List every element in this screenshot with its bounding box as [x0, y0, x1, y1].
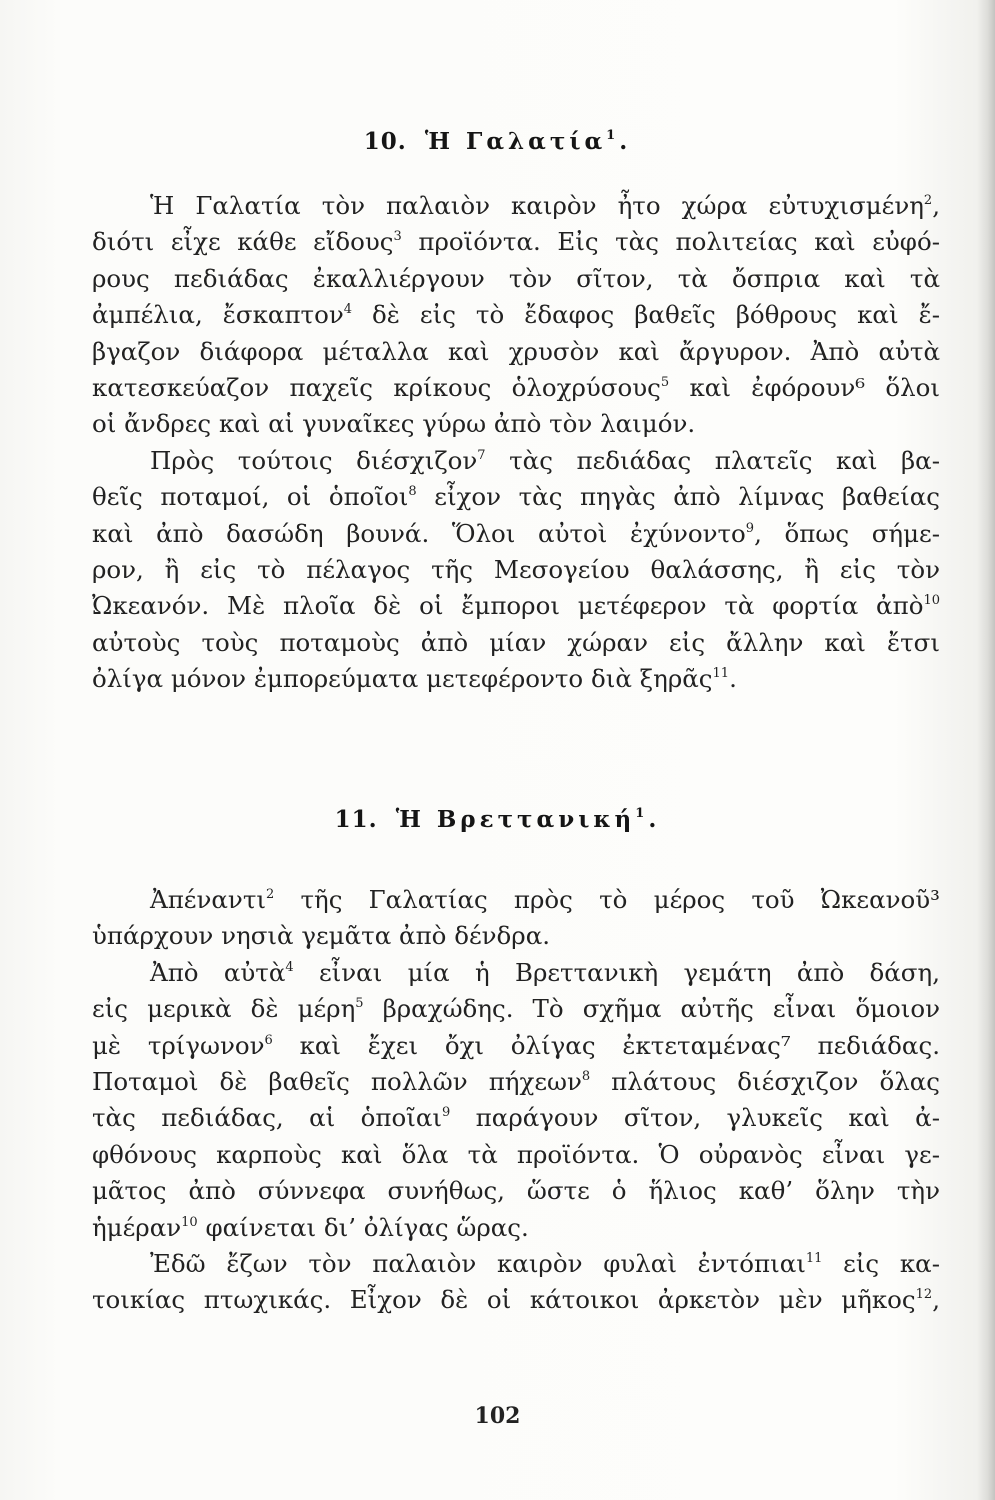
- text-line: [92, 1282, 940, 1318]
- footnote-marker: 11: [712, 666, 730, 682]
- text-run: μᾶτος ἀπὸ σύννεφα συνήθως, ὥστε ὁ ἥλιος καθ’ ὅλην τὴν: [92, 1176, 940, 1206]
- text-run: Ὠκεανόν. Μὲ πλοῖα δὲ οἱ ἔμποροι μετέφερον τὰ φορτία ἀπὸ: [92, 591, 924, 621]
- text-run: τὰς πεδιάδας, αἱ ὁποῖαι: [92, 1103, 442, 1133]
- section-title: Ἡ Γαλατία: [424, 128, 607, 155]
- text-run: βραχώδης. Τὸ σχῆμα αὐτῆς εἶναι ὅμοιον: [363, 994, 940, 1024]
- text-line: [92, 661, 940, 697]
- text-run: Ἀπὸ αὐτὰ: [150, 957, 286, 987]
- text-line: [92, 918, 940, 954]
- text-line: [92, 370, 940, 406]
- text-run: ρους πεδιάδας ἐκαλλιέργουν τὸν σῖτον, τὰ ὄσπρια καὶ τὰ: [92, 263, 940, 293]
- text-run: τὰς πεδιάδας πλατεῖς καὶ βα-: [485, 445, 940, 475]
- footnote-marker: 10: [923, 593, 940, 609]
- text-run: Πρὸς τούτοις διέσχιζον: [150, 445, 478, 475]
- text-run: ὑπάρχουν νησιὰ γεμᾶτα ἀπὸ δένδρα.: [92, 921, 551, 951]
- text-line: [92, 552, 940, 588]
- text-line: [92, 1210, 940, 1246]
- footnote-marker: 2: [265, 887, 275, 902]
- text-line: [92, 443, 940, 479]
- text-run: ἡμέραν: [92, 1212, 182, 1242]
- section-heading-galatia: 10. Ἡ Γαλατία$^1$.: [363, 128, 632, 155]
- section-number: 11.: [334, 806, 378, 833]
- footnote-marker: 5: [660, 374, 670, 390]
- text-line: [92, 1137, 940, 1173]
- footnote-marker: 10: [181, 1214, 198, 1230]
- text-line: [92, 406, 940, 442]
- footnote-marker: 8: [581, 1068, 591, 1084]
- footnote-marker: 3: [393, 229, 402, 245]
- text-run: ἀμπέλια, ἔσκαπτον: [92, 300, 344, 330]
- footnote-marker: 2: [923, 193, 933, 208]
- footnote-marker: 4: [285, 959, 294, 975]
- section-number: 10.: [363, 128, 407, 155]
- text-run: τοικίας πτωχικάς. Εἶχον δὲ οἱ κάτοικοι ἀρκετὸν μὲν μῆκος: [92, 1285, 916, 1315]
- text-run: ,: [932, 1285, 940, 1315]
- text-line: [92, 479, 940, 515]
- footnote-marker: 4: [343, 302, 353, 318]
- footnote-marker: 9: [745, 520, 755, 536]
- footnote-marker: 11: [805, 1250, 823, 1266]
- text-run: πλάτους διέσχιζον ὅλας: [590, 1066, 940, 1096]
- text-run: φθόνους καρποὺς καὶ ὅλα τὰ προϊόντα. Ὁ οὐρανὸς εἶναι γε-: [92, 1139, 940, 1169]
- text-line: [92, 261, 940, 297]
- text-line: [92, 334, 940, 370]
- text-run: Ἀπέναντι: [150, 885, 266, 914]
- text-run: καὶ ἀπὸ δασώδη βουνά. Ὅλοι αὐτοὶ ἐχύνοντο: [92, 518, 746, 548]
- footnote-marker: 1: [635, 806, 649, 821]
- section-heading-britain: 11. Ἡ Βρεττανική$^1$.: [334, 806, 661, 833]
- text-line: [92, 588, 940, 624]
- text-run: θεῖς ποταμοί, οἱ ὁποῖοι: [92, 482, 409, 512]
- text-line: [92, 188, 940, 224]
- text-run: εἶχον τὰς πηγὰς ἀπὸ λίμνας βαθείας: [416, 482, 940, 512]
- text-run: κατεσκεύαζον παχεῖς κρίκους ὁλοχρύσους: [92, 372, 661, 402]
- text-run: αὐτοὺς τοὺς ποταμοὺς ἀπὸ μίαν χώραν εἰς ἄλλην καὶ ἔτσι: [92, 627, 940, 657]
- text-run: δὲ εἰς τὸ ἔδαφος βαθεῖς βόθρους καὶ ἔ-: [352, 300, 940, 330]
- text-run: βγαζον διάφορα μέταλλα καὶ χρυσὸν καὶ ἄργυρον. Ἀπὸ αὐτὰ: [92, 336, 940, 366]
- section-body-britain: [92, 882, 940, 1319]
- page-number: 102: [474, 1403, 521, 1429]
- text-run: Ποταμοὶ δὲ βαθεῖς πολλῶν πήχεων: [92, 1066, 582, 1096]
- footnote-marker: 6: [264, 1032, 273, 1048]
- text-line: [92, 882, 940, 918]
- text-run: , ὅπως σήμε-: [754, 518, 940, 548]
- text-line: [92, 297, 940, 333]
- text-line: [92, 1100, 940, 1136]
- text-run: ,: [932, 191, 940, 220]
- text-run: εἰς κα-: [822, 1248, 941, 1278]
- footnote-marker: 5: [355, 996, 364, 1012]
- text-line: [92, 516, 940, 552]
- text-line: [92, 991, 940, 1027]
- footnote-marker: 12: [915, 1287, 933, 1303]
- section-body-galatia: [92, 188, 940, 697]
- text-run: εἰς μερικὰ δὲ μέρη: [92, 994, 356, 1024]
- text-line: [92, 1173, 940, 1209]
- text-line: [92, 955, 940, 991]
- footnote-marker: 1: [606, 128, 620, 143]
- text-run: .: [729, 664, 737, 694]
- text-run: ρον, ἢ εἰς τὸ πέλαγος τῆς Μεσογείου θαλάσσης, ἢ εἰς τὸν: [92, 554, 940, 584]
- book-spine-shadow: [977, 0, 995, 1500]
- footnote-marker: 8: [408, 484, 417, 500]
- text-run: διότι εἶχε κάθε εἴδους: [92, 227, 394, 257]
- text-line: [92, 224, 940, 260]
- text-run: οἱ ἄνδρες καὶ αἱ γυναῖκες γύρω ἀπὸ τὸν λαιμόν.: [92, 409, 696, 439]
- text-run: καὶ ἐφόρουν⁶ ὅλοι: [669, 372, 940, 402]
- section-title: Ἡ Βρεττανική: [395, 806, 636, 833]
- text-run: προϊόντα. Εἰς τὰς πολιτείας καὶ εὐφό-: [401, 227, 940, 257]
- footnote-marker: 7: [477, 447, 486, 463]
- text-run: τῆς Γαλατίας πρὸς τὸ μέρος τοῦ Ὠκεανοῦ³: [274, 885, 940, 914]
- text-line: [92, 1028, 940, 1064]
- text-run: παράγουν σῖτον, γλυκεῖς καὶ ἀ-: [450, 1103, 940, 1133]
- text-line: [92, 1246, 940, 1282]
- text-line: [92, 1064, 940, 1100]
- text-run: εἶναι μία ἡ Βρεττανικὴ γεμάτη ἀπὸ δάση,: [293, 957, 940, 987]
- text-run: ὀλίγα μόνον ἐμπορεύματα μετεφέροντο διὰ ξηρᾶς: [92, 664, 713, 694]
- text-line: [92, 625, 940, 661]
- text-run: Ἐδῶ ἔζων τὸν παλαιὸν καιρὸν φυλαὶ ἐντόπιαι: [150, 1248, 806, 1278]
- text-run: Ἡ Γαλατία τὸν παλαιὸν καιρὸν ἦτο χώρα εὐτυχισμένη: [150, 191, 924, 220]
- text-run: καὶ ἔχει ὄχι ὀλίγας ἐκτεταμένας⁷ πεδιάδας.: [272, 1030, 940, 1060]
- footnote-marker: 9: [442, 1105, 451, 1121]
- text-run: μὲ τρίγωνον: [92, 1030, 265, 1060]
- text-run: φαίνεται δι’ ὀλίγας ὥρας.: [197, 1212, 529, 1242]
